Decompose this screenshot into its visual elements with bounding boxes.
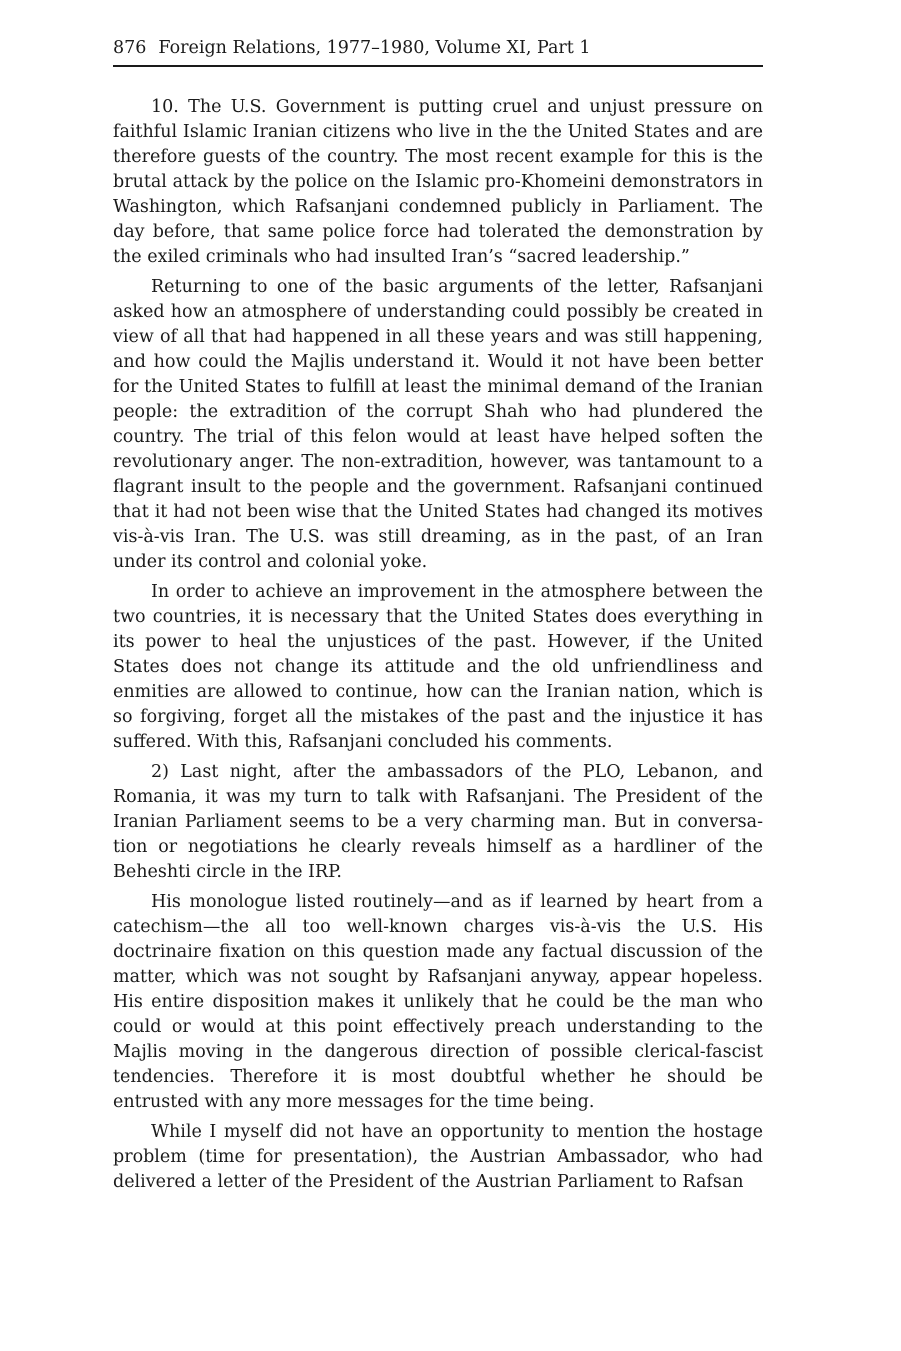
body-text (113, 95, 763, 1195)
page-number: 876 (113, 38, 147, 58)
paragraph-improvement: In order to achieve an improvement in the atmosphere between the two countries, it is necessary that the United States does everything in its power to heal the unjustices of the past. However, if the United States does not change its attitude and the old unfriendliness and enmities are allowed to continue, how can the Iranian nation, which is so forgiving, forget all the mistakes of the past and the injustice it has suffered. With this, Rafsanjani concluded his comments. (113, 582, 763, 752)
paragraph-point-2: 2) Last night, after the ambassadors of the PLO, Lebanon, and Romania, it was my turn to talk with Rafsanjani. The President of the Iranian Parliament seems to be a very charming man. But in conversation or negotiations he clearly reveals himself as a hardliner of the Beheshti circle in the IRP. (113, 762, 763, 882)
document-page (113, 34, 763, 1200)
running-title: Foreign Relations, 1977–1980, Volume XI, Part 1 (158, 38, 591, 58)
paragraph-monologue: His monologue listed routinely—and as if learned by heart from a catechism—the all too well-known charges vis-à-vis the U.S. His doctrinaire fixation on this question made any factual discussion of the matter, which was not sought by Rafsanjani anyway, appear hopeless. His entire disposition makes it unlikely that he could be the man who could or would at this point effectively preach understanding to the Majlis moving in the dangerous direction of possible clerical-fascist tendencies. Therefore it is most doubtful whether he should be entrusted with any more messages for the time being. (113, 892, 763, 1112)
paragraph-point-10: 10. The U.S. Government is putting cruel and unjust pressure on faithful Islamic Iranian citizens who live in the the United States and are therefore guests of the country. The most recent example for this is the brutal attack by the police on the Islamic pro-Khomeini demonstrators in Washington, which Rafsanjani condemned publicly in Parliament. The day before, that same police force had tolerated the demonstration by the exiled criminals who had insulted Iran’s “sacred leadership.” (113, 97, 763, 267)
paragraph-hostage-problem: While I myself did not have an opportunity to mention the hostage problem (time for presentation), the Austrian Ambassador, who had delivered a letter of the President of the Austrian Parliament to Rafsan (113, 1122, 763, 1192)
paragraph-atmosphere-argument: Returning to one of the basic arguments of the letter, Rafsanjani asked how an atmosphere of understanding could possibly be created in view of all that had happened in all these years and was still happening, and how could the Majlis understand it. Would it not have been better for the United States to fulfill at least the minimal demand of the Iranian people: the extradition of the corrupt Shah who had plundered the country. The trial of this felon would at least have helped soften the revolutionary anger. The non-extradition, however, was tantamount to a flagrant insult to the people and the government. Rafsanjani continued that it had not been wise that the United States had changed its motives vis-à-vis Iran. The U.S. was still dreaming, as in the past, of an Iran under its control and colonial yoke. (113, 277, 763, 572)
running-header (113, 34, 763, 67)
